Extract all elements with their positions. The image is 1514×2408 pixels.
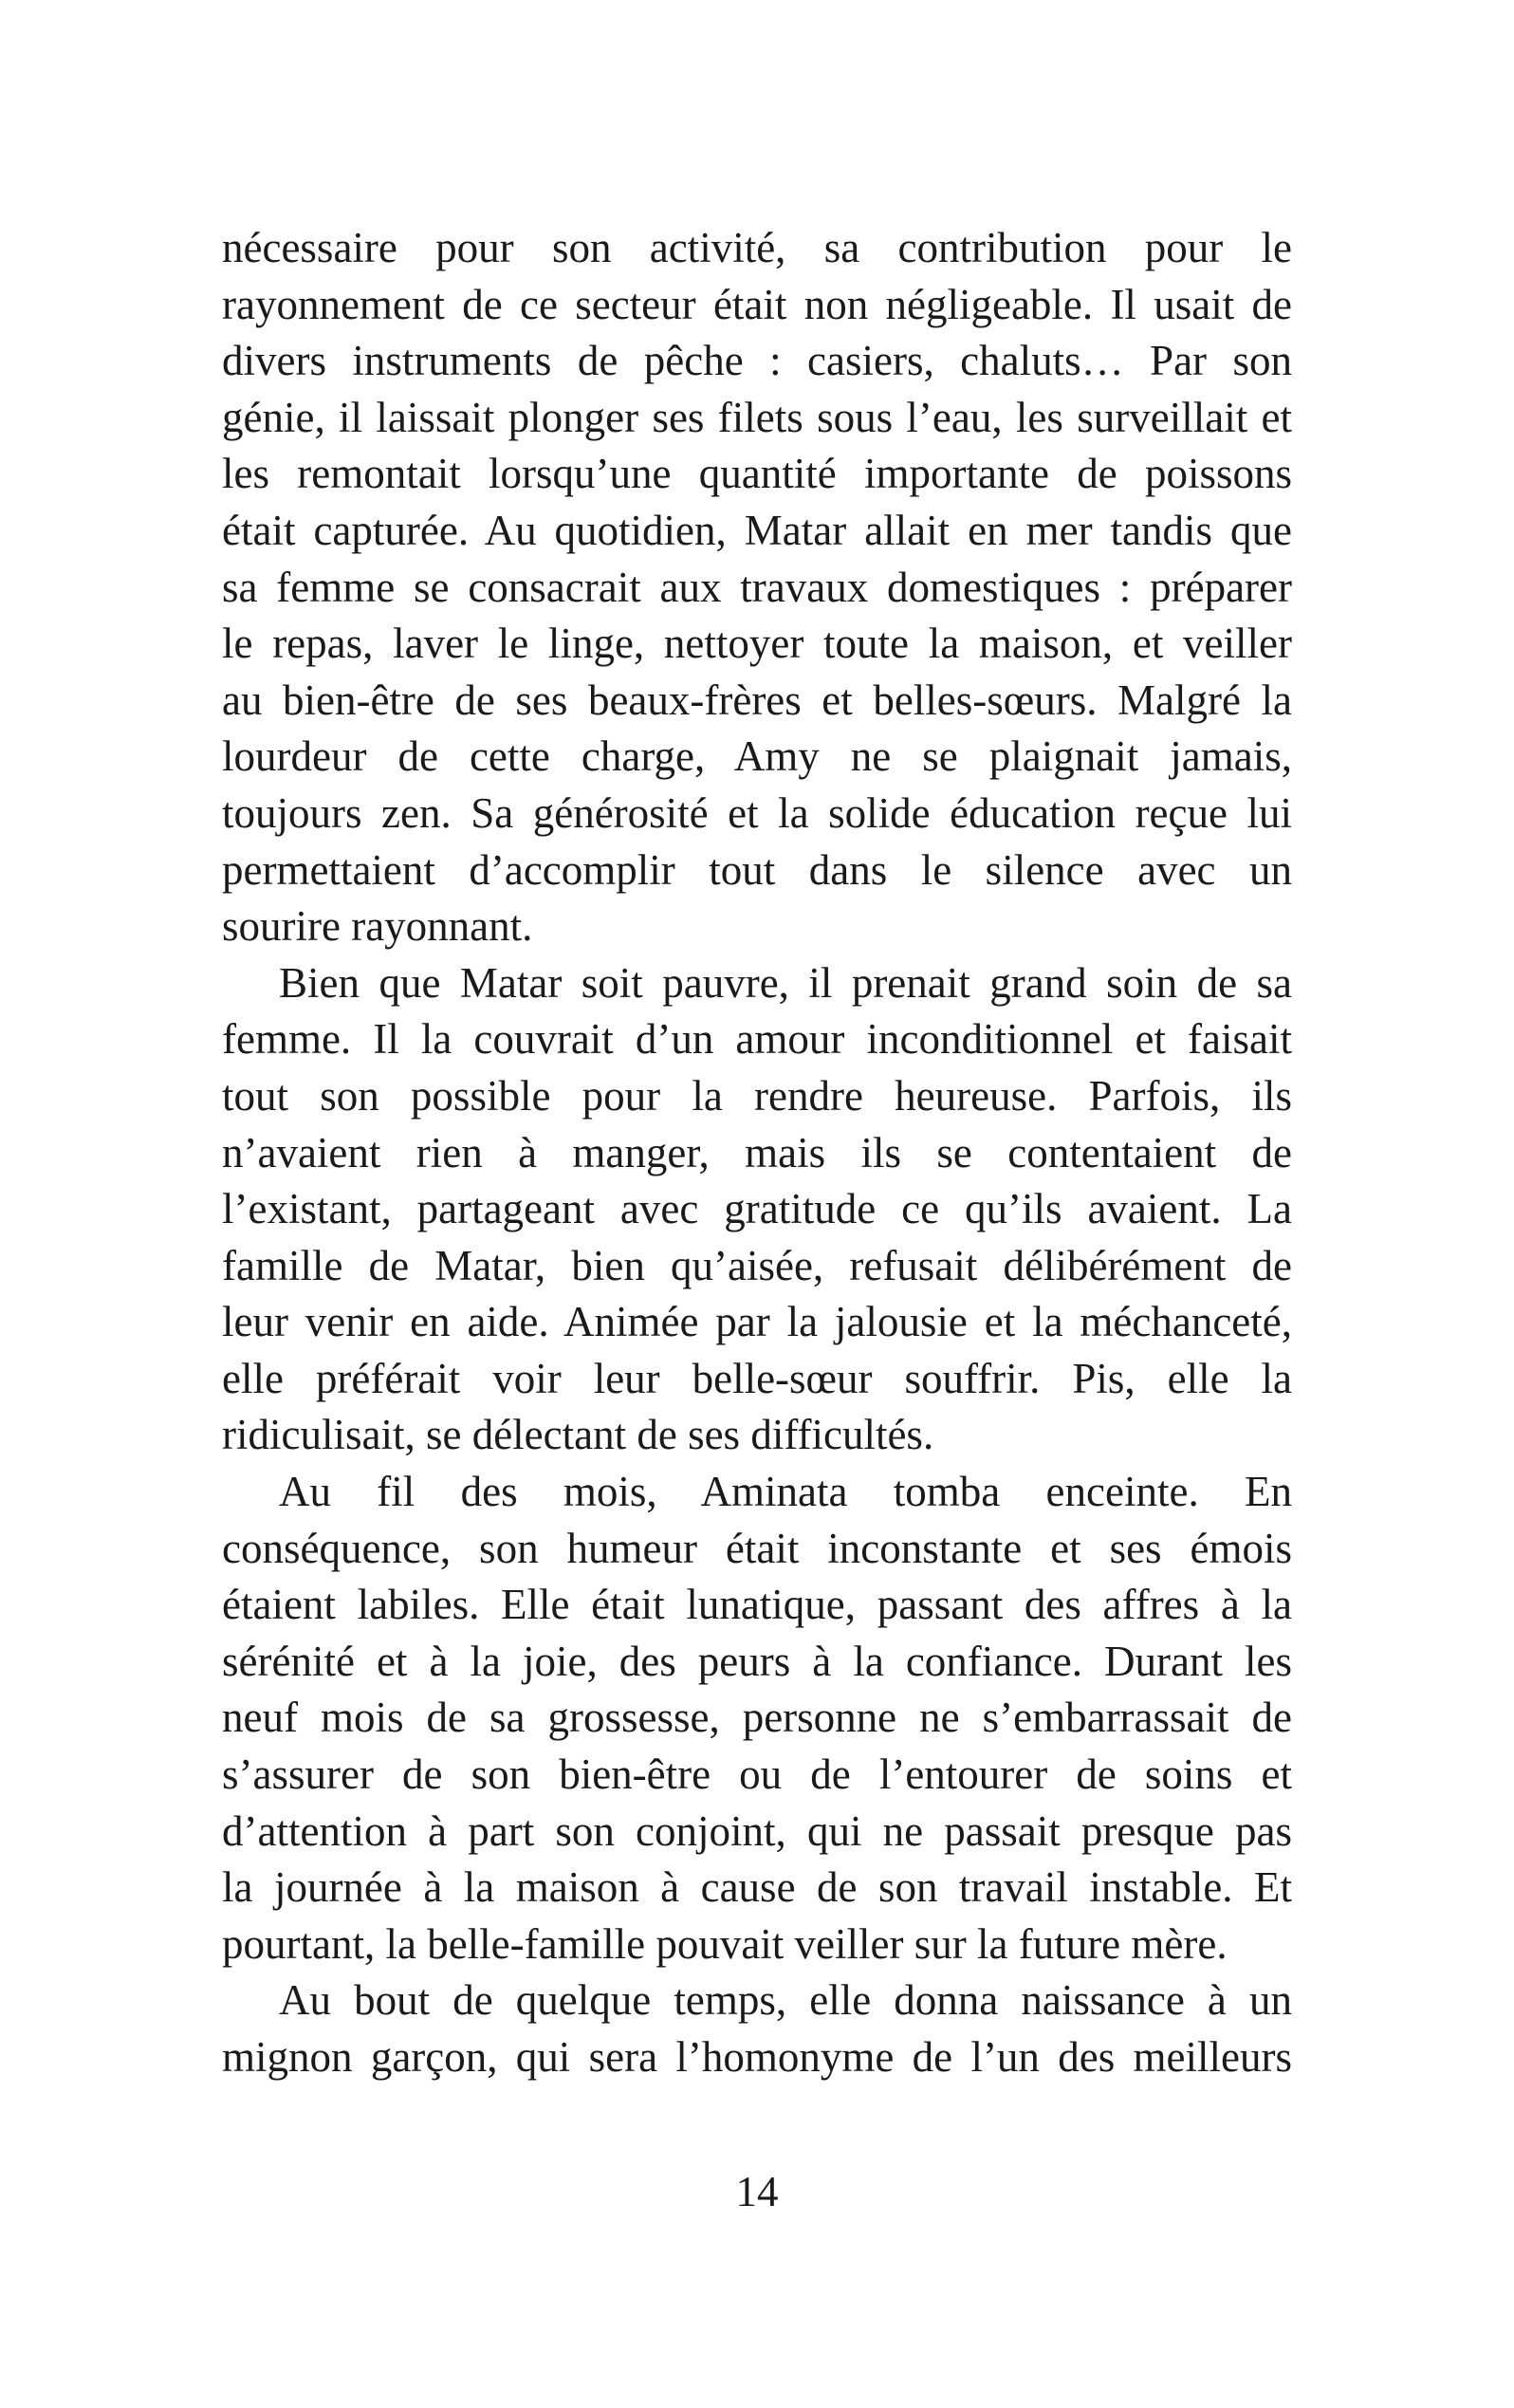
text-line: les remontait lorsqu’une quantité importante de poissons: [222, 450, 1292, 498]
text-line: permettaient d’accomplir tout dans le silence avec un: [222, 845, 1292, 894]
text-line: Au fil des mois, Aminata tomba enceinte. En: [279, 1468, 1292, 1516]
text-line: rayonnement de ce secteur était non négligeable. Il usait de: [222, 280, 1292, 328]
text-line: elle préférait voir leur belle-sœur souffrir. Pis, elle la: [222, 1354, 1292, 1402]
text-line: Bien que Matar soit pauvre, il prenait grand soin de sa: [279, 958, 1292, 1007]
text-line: au bien-être de ses beaux-frères et belles-sœurs. Malgré la: [222, 676, 1292, 724]
text-line: mignon garçon, qui sera l’homonyme de l’un des meilleurs: [222, 2033, 1292, 2081]
text-line: sourire rayonnant.: [222, 902, 533, 951]
text-line: neuf mois de sa grossesse, personne ne s’embarrassait de: [222, 1694, 1292, 1742]
text-line: nécessaire pour son activité, sa contribution pour le: [222, 224, 1292, 271]
text-line: ridiculisait, se délectant de ses difficultés.: [222, 1411, 934, 1459]
text-line: le repas, laver le linge, nettoyer toute la maison, et veiller: [222, 620, 1292, 668]
text-line: n’avaient rien à manger, mais ils se contentaient de: [222, 1128, 1292, 1176]
page-number: 14: [735, 2168, 779, 2215]
text-line: leur venir en aide. Animée par la jalousie et la méchanceté,: [222, 1298, 1292, 1346]
text-line: famille de Matar, bien qu’aisée, refusait délibérément de: [222, 1241, 1292, 1289]
text-line: toujours zen. Sa générosité et la solide éducation reçue lui: [222, 788, 1292, 837]
text-line: lourdeur de cette charge, Amy ne se plaignait jamais,: [222, 732, 1292, 781]
text-line: l’existant, partageant avec gratitude ce qu’ils avaient. La: [222, 1185, 1292, 1233]
text-line: pourtant, la belle-famille pouvait veiller sur la future mère.: [222, 1919, 1228, 1968]
text-line: d’attention à part son conjoint, qui ne passait presque pas: [222, 1806, 1292, 1855]
text-line: conséquence, son humeur était inconstante et ses émois: [222, 1524, 1292, 1572]
text-line: s’assurer de son bien-être ou de l’entourer de soins et: [222, 1750, 1292, 1799]
text-line: la journée à la maison à cause de son travail instable. Et: [222, 1863, 1292, 1912]
text-line: sa femme se consacrait aux travaux domestiques : préparer: [222, 563, 1292, 611]
text-line: sérénité et à la joie, des peurs à la confiance. Durant les: [222, 1637, 1292, 1685]
text-line: divers instruments de pêche : casiers, chaluts… Par son: [222, 337, 1292, 385]
text-line: tout son possible pour la rendre heureuse. Parfois, ils: [222, 1071, 1292, 1120]
text-line: était capturée. Au quotidien, Matar allait en mer tandis que: [222, 506, 1292, 554]
text-line: Au bout de quelque temps, elle donna naissance à un: [279, 1976, 1292, 2025]
text-line: étaient labiles. Elle était lunatique, passant des affres à la: [222, 1581, 1292, 1629]
text-line: femme. Il la couvrait d’un amour inconditionnel et faisait: [222, 1015, 1292, 1064]
text-line: génie, il laissait plonger ses filets sous l’eau, les surveillait et: [222, 393, 1292, 441]
body-text: [222, 220, 1292, 2086]
